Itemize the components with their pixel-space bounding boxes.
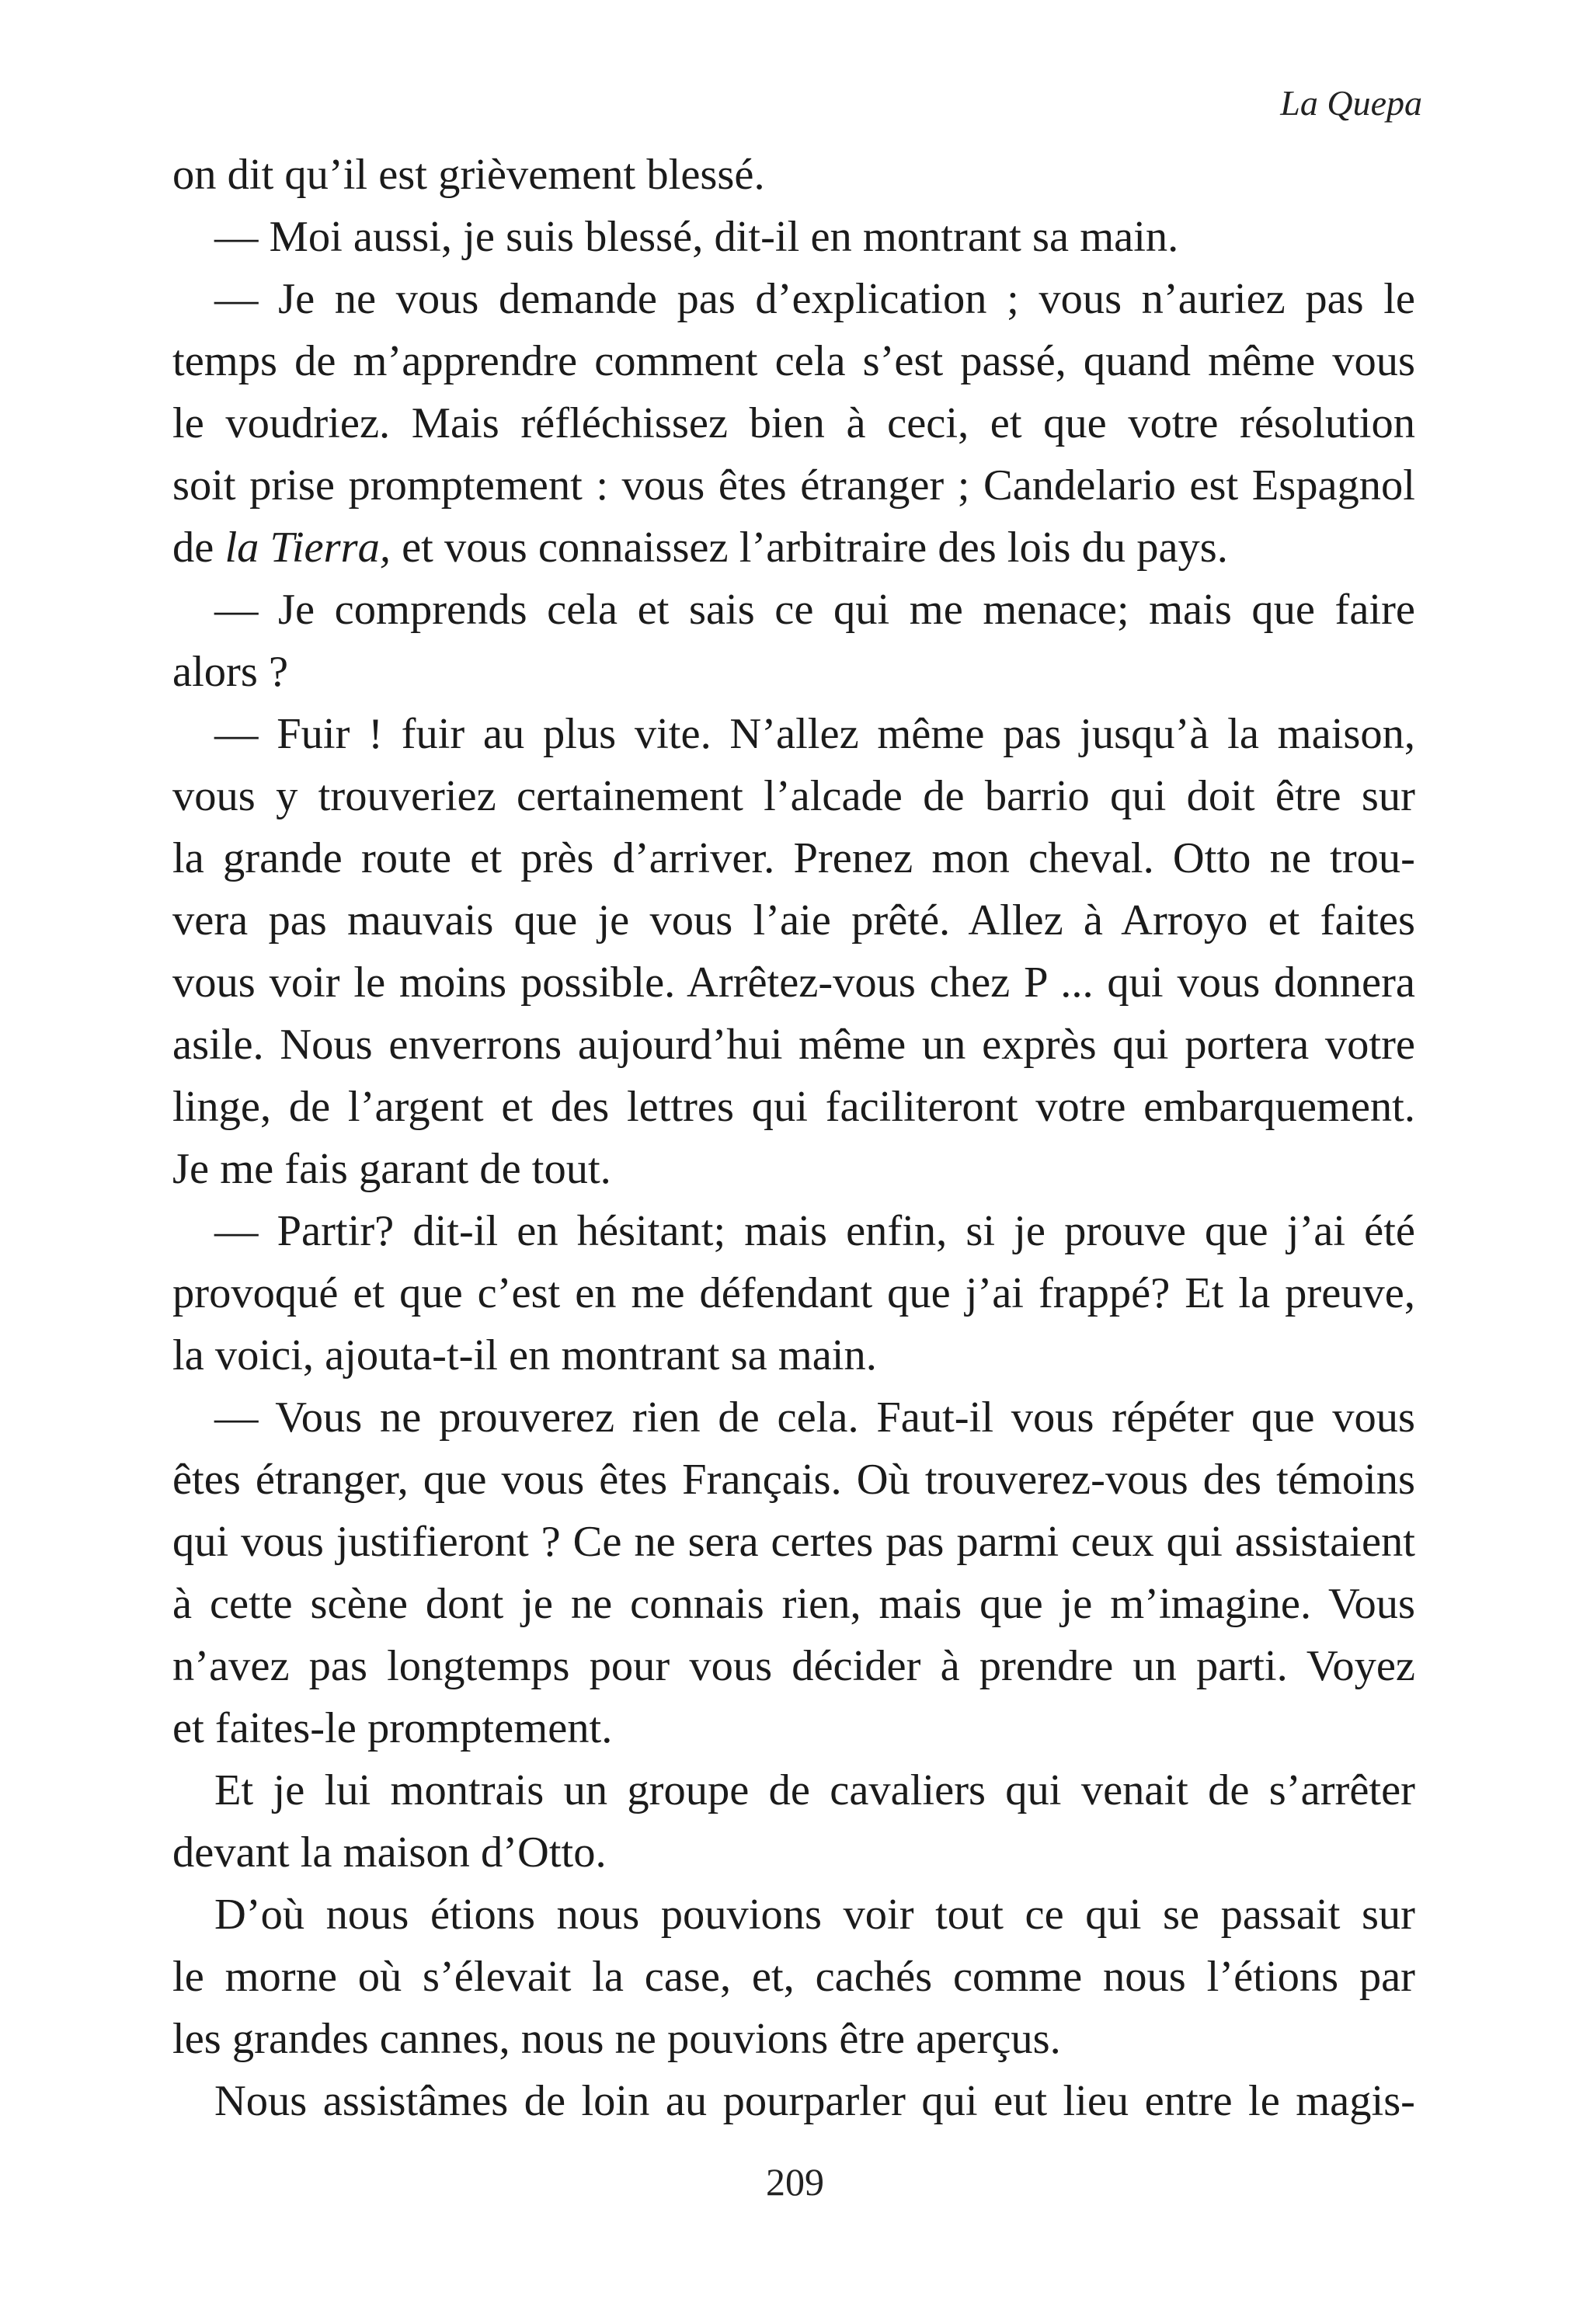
text-line: temps de m’apprendre comment cela s’est passé, quand même vous	[172, 337, 1415, 385]
text-line: — Je comprends cela et sais ce qui me menace; mais que faire	[214, 586, 1415, 634]
body-text	[172, 144, 1415, 2132]
text-line: vous voir le moins possible. Arrêtez-vous chez P ... qui vous donnera	[172, 958, 1415, 1007]
text-line: devant la maison d’Otto.	[172, 1828, 607, 1877]
text-line: le morne où s’élevait la case, et, cachés comme nous l’étions par	[172, 1953, 1415, 2001]
text-line: à cette scène dont je ne connais rien, mais que je m’imagine. Vous	[172, 1580, 1415, 1628]
text-line: les grandes cannes, nous ne pouvions être aperçus.	[172, 2015, 1061, 2063]
text-line: le voudriez. Mais réfléchissez bien à ceci, et que votre résolution	[172, 399, 1415, 447]
text-line: et faites-le promptement.	[172, 1704, 613, 1752]
text-line: — Fuir ! fuir au plus vite. N’allez même pas jusqu’à la maison,	[214, 710, 1415, 758]
italic-phrase: la Tierra,	[224, 524, 391, 572]
text-line: vera pas mauvais que je vous l’aie prêté. Allez à Arroyo et faites	[172, 896, 1415, 945]
text-line: la grande route et près d’arriver. Prenez mon cheval. Otto ne trou-	[172, 834, 1415, 882]
text-line: D’où nous étions nous pouvions voir tout ce qui se passait sur	[214, 1891, 1415, 1939]
text-line: Et je lui montrais un groupe de cavaliers qui venait de s’arrêter	[214, 1766, 1415, 1814]
text-line	[172, 517, 1415, 579]
text-line: provoqué et que c’est en me défendant que j’ai frappé? Et la preuve,	[172, 1269, 1415, 1317]
text-line: — Vous ne prouverez rien de cela. Faut-il vous répéter que vous	[214, 1393, 1415, 1442]
text-line: vous y trouveriez certainement l’alcade de barrio qui doit être sur	[172, 772, 1415, 820]
text-line: linge, de l’argent et des lettres qui faciliteront votre embarquement.	[172, 1083, 1415, 1131]
text-line: on dit qu’il est grièvement blessé.	[172, 151, 765, 199]
page-number: 209	[766, 2160, 824, 2204]
text-line: Je me fais garant de tout.	[172, 1145, 611, 1193]
text-line: la voici, ajouta-t-il en montrant sa main.	[172, 1331, 877, 1379]
text-line: alors ?	[172, 648, 289, 696]
text-line: — Partir? dit-il en hésitant; mais enfin, si je prouve que j’ai été	[214, 1207, 1415, 1255]
text-line: — Je ne vous demande pas d’explication ; vous n’auriez pas le	[214, 275, 1415, 323]
text-line: — Moi aussi, je suis blessé, dit-il en montrant sa main.	[214, 213, 1179, 261]
text-run: et vous connaissez l’arbitraire des lois du pays.	[390, 524, 1228, 572]
text-line: asile. Nous enverrons aujourd’hui même un exprès qui portera votre	[172, 1021, 1415, 1069]
text-line: êtes étranger, que vous êtes Français. Où trouverez-vous des témoins	[172, 1456, 1415, 1504]
text-line: qui vous justifieront ? Ce ne sera certes pas parmi ceux qui assistaient	[172, 1518, 1415, 1566]
text-run: de	[172, 524, 225, 572]
text-line: Nous assistâmes de loin au pourparler qui eut lieu entre le magis-	[214, 2077, 1415, 2125]
text-line: soit prise promptement : vous êtes étranger ; Candelario est Espagnol	[172, 461, 1415, 510]
text-line: n’avez pas longtemps pour vous décider à prendre un parti. Voyez	[172, 1642, 1415, 1690]
running-head: La Quepa	[1280, 83, 1422, 123]
